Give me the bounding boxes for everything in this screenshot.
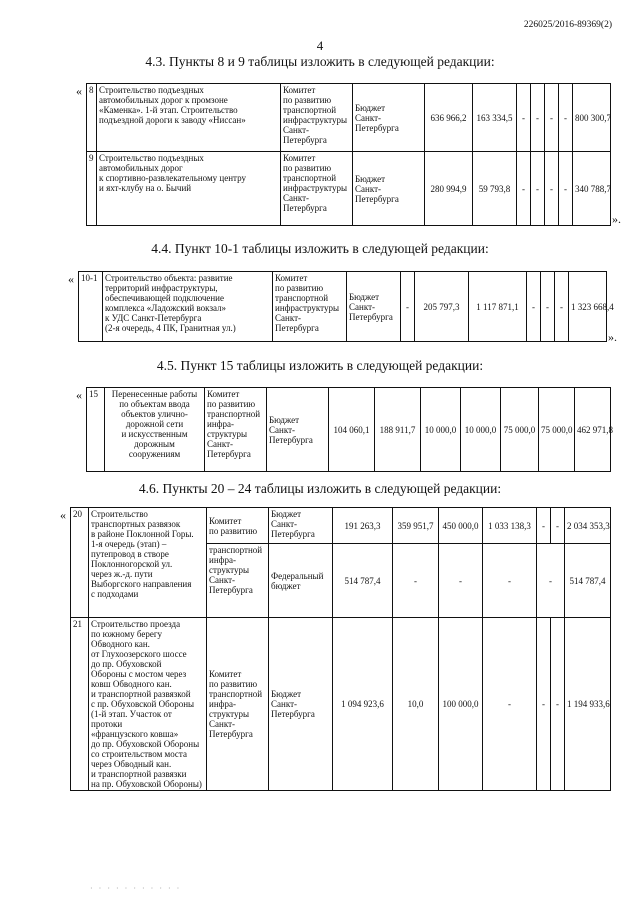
value-cell: 100 000,0 [439, 618, 483, 791]
value-cell: 75 000,0 [539, 388, 575, 472]
table-item-15 [86, 387, 611, 472]
funding-source: Бюджет Санкт- Петербурга [269, 508, 333, 544]
responsible-org: Комитет по развитию транспортной инфраструктуры Санкт- Петербурга [281, 84, 353, 152]
row-number: 20 [71, 508, 89, 618]
table-row [87, 152, 611, 226]
value-cell: 1 117 871,1 [469, 272, 527, 342]
heading-4-6: 4.6. Пункты 20 – 24 таблицы изложить в следующей редакции: [138, 481, 502, 496]
value-cell: 191 263,3 [333, 508, 393, 544]
total-cell: 1 194 933,6 [565, 618, 611, 791]
total-cell: 462 971,8 [575, 388, 611, 472]
table-items-8-9 [86, 83, 611, 226]
heading-4-4: 4.4. Пункт 10-1 таблицы изложить в следующей редакции: [151, 241, 489, 256]
value-cell: - [537, 544, 565, 618]
value-cell: - [483, 544, 537, 618]
value-cell: 450 000,0 [439, 508, 483, 544]
value-cell: 10 000,0 [421, 388, 461, 472]
heading-4-3: 4.3. Пункты 8 и 9 таблицы изложить в следующей редакции: [145, 54, 495, 69]
table-row [71, 618, 611, 791]
value-cell: - [545, 84, 559, 152]
table-items-20-24 [70, 507, 611, 791]
project-name: Строительство подъездных автомобильных дорог к промзоне «Каменка». 1-й этап. Строительство подъездной дороги к заводу «Ниссан» [97, 84, 281, 152]
close-quote-mark: ». [612, 212, 621, 226]
page-number: 4 [316, 38, 324, 53]
responsible-org: транспортной инфра- структуры Санкт- Петербурга [207, 544, 269, 618]
responsible-org: Комитет по развитию транспортной инфраструктуры Санкт- Петербурга [281, 152, 353, 226]
total-cell: 2 034 353,3 [565, 508, 611, 544]
value-cell: 10 000,0 [461, 388, 501, 472]
scan-footer-marks: · · · · · · · · · · · [90, 884, 182, 893]
document-id: 226025/2016-89369(2) [523, 20, 612, 30]
value-cell: 514 787,4 [333, 544, 393, 618]
responsible-org: Комитет по развитию транспортной инфра- структуры Санкт- Петербурга [207, 618, 269, 791]
funding-source: Бюджет Санкт- Петербурга [269, 618, 333, 791]
value-cell: 1 094 923,6 [333, 618, 393, 791]
value-cell: - [537, 508, 551, 544]
open-quote-mark: « [76, 388, 82, 402]
total-cell: 800 300,7 [573, 84, 611, 152]
project-name: Строительство подъездных автомобильных дорог к спортивно-развлекательному центру и яхт-клубу на о. Бычий [97, 152, 281, 226]
table-row [87, 388, 611, 472]
value-cell: 636 966,2 [425, 84, 473, 152]
close-quote-mark: ». [608, 330, 617, 344]
value-cell: - [531, 84, 545, 152]
project-name: Перенесенные работы по объектам ввода объектов улично- дорожной сети и искусственным дорожным сооружениям [105, 388, 205, 472]
responsible-org: Комитет по развитию транспортной инфра- структуры Санкт- Петербурга [205, 388, 267, 472]
total-cell: 514 787,4 [565, 544, 611, 618]
value-cell: - [393, 544, 439, 618]
value-cell: 280 994,9 [425, 152, 473, 226]
value-cell: - [517, 152, 531, 226]
funding-source: Федеральный бюджет [269, 544, 333, 618]
value-cell: - [559, 152, 573, 226]
value-cell: - [555, 272, 569, 342]
value-cell: - [545, 152, 559, 226]
table-row [79, 272, 607, 342]
total-cell: 340 788,7 [573, 152, 611, 226]
row-number: 10-1 [79, 272, 103, 342]
open-quote-mark: « [68, 272, 74, 286]
value-cell: 104 060,1 [329, 388, 375, 472]
value-cell: 205 797,3 [415, 272, 469, 342]
value-cell: 59 793,8 [473, 152, 517, 226]
value-cell: - [541, 272, 555, 342]
value-cell: - [517, 84, 531, 152]
value-cell: - [537, 618, 551, 791]
value-cell: - [559, 84, 573, 152]
value-cell: 10,0 [393, 618, 439, 791]
project-name: Строительство проезда по южному берегу Обводного кан. от Глухоозерского шоссе до пр. Обуховской Обороны с мостом через ковш Обводного кан. и транспортной развязкой с пр. Обуховской Обороны (1-й этап. Участок от протоки «французского ковша» до пр. Обуховской Обороны со строительством моста через Обводный кан. и транспортной развязки на пр. Обуховской Обороны) [89, 618, 207, 791]
table-row [87, 84, 611, 152]
open-quote-mark: « [76, 84, 82, 98]
funding-source: Бюджет Санкт- Петербурга [353, 152, 425, 226]
funding-source: Бюджет Санкт- Петербурга [347, 272, 401, 342]
heading-4-5: 4.5. Пункт 15 таблицы изложить в следующей редакции: [156, 358, 484, 373]
value-cell: 1 033 138,3 [483, 508, 537, 544]
value-cell: - [401, 272, 415, 342]
table-row [71, 508, 611, 544]
value-cell: 359 951,7 [393, 508, 439, 544]
responsible-org: Комитет по развитию транспортной инфраструктуры Санкт- Петербурга [273, 272, 347, 342]
funding-source: Бюджет Санкт- Петербурга [353, 84, 425, 152]
project-name: Строительство объекта: развитие территорий инфраструктуры, обеспечивающей подключение комплекса «Ладожский вокзал» к УДС Санкт-Петербурга (2-я очередь, 4 ПК, Гранитная ул.) [103, 272, 273, 342]
value-cell: - [531, 152, 545, 226]
value-cell: 75 000,0 [501, 388, 539, 472]
project-name: Строительство транспортных развязок в районе Поклонной Горы. 1-я очередь (этап) – путепровод в створе Поклонногорской ул. через ж.-д. пути Выборгского направления с подходами [89, 508, 207, 618]
responsible-org: Комитет по развитию [207, 508, 269, 544]
value-cell: - [551, 618, 565, 791]
funding-source: Бюджет Санкт- Петербурга [267, 388, 329, 472]
value-cell: - [483, 618, 537, 791]
value-cell: 188 911,7 [375, 388, 421, 472]
value-cell: - [551, 508, 565, 544]
total-cell: 1 323 668,4 [569, 272, 607, 342]
row-number: 15 [87, 388, 105, 472]
table-item-10-1 [78, 271, 614, 342]
row-number: 8 [87, 84, 97, 152]
value-cell: - [527, 272, 541, 342]
open-quote-mark: « [60, 508, 66, 522]
row-number: 21 [71, 618, 89, 791]
value-cell: 163 334,5 [473, 84, 517, 152]
row-number: 9 [87, 152, 97, 226]
value-cell: - [439, 544, 483, 618]
